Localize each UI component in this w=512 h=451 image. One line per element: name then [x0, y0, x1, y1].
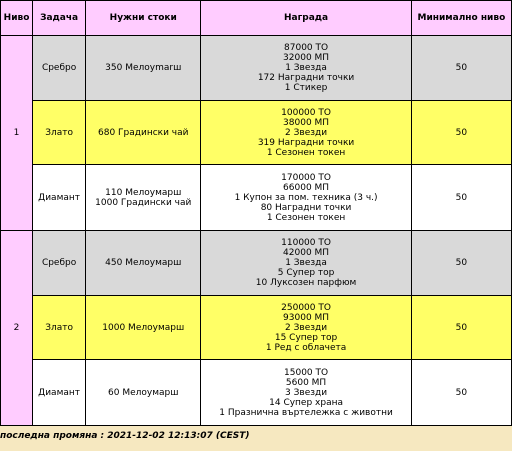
- reward-line: 1 Купон за пом. техника (3 ч.): [234, 192, 378, 203]
- level-cell: 1: [1, 36, 32, 230]
- reward-line: 110000 ТО: [281, 238, 331, 248]
- reward-cell: [201, 165, 410, 230]
- task-row: [1, 101, 511, 164]
- reward-line: 1 Сезонен токен: [266, 147, 346, 158]
- min-level-cell: 50: [412, 360, 511, 425]
- required-goods-line: 60 Мелоумарш: [108, 387, 179, 398]
- required-goods-cell: [86, 165, 200, 230]
- required-goods-cell: [86, 101, 200, 164]
- reward-line: 38000 МП: [283, 117, 330, 128]
- reward-line: 1 Празнична въртележка с животни: [219, 407, 393, 418]
- required-goods-line: 350 Мелоуmarш: [105, 63, 182, 73]
- reward-line: 3 Звезди: [285, 387, 328, 398]
- reward-line: 319 Наградни точки: [257, 137, 355, 148]
- reward-cell: [201, 231, 410, 295]
- task-row: [1, 360, 511, 425]
- required-goods-line: 680 Градински чай: [98, 127, 189, 138]
- task-row: [1, 231, 511, 295]
- header-reward: Награда: [201, 1, 410, 35]
- reward-line: 15000 ТО: [284, 367, 329, 378]
- required-goods-cell: [86, 36, 200, 100]
- required-goods-cell: [86, 360, 200, 425]
- task-name-cell: Диамант: [33, 165, 85, 230]
- reward-line: 2 Звезди: [285, 322, 328, 333]
- header-goods: Нужни стоки: [86, 1, 200, 35]
- reward-line: 80 Наградни точки: [260, 202, 352, 213]
- task-name-cell: Злато: [33, 101, 85, 164]
- header-task: Задача: [33, 1, 85, 35]
- task-row: [1, 296, 511, 359]
- reward-line: 170000 ТО: [281, 172, 331, 183]
- min-level-cell: 50: [412, 165, 511, 230]
- reward-line: 250000 ТО: [281, 302, 331, 313]
- reward-line: 66000 МП: [283, 182, 330, 193]
- reward-line: 172 Наградни точки: [257, 73, 355, 83]
- required-goods-line: 1000 Мелоумарш: [102, 322, 185, 333]
- task-name-cell: Сребро: [33, 231, 85, 295]
- reward-line: 100000 ТО: [281, 107, 331, 118]
- required-goods-line: 450 Мелоумарш: [105, 258, 182, 268]
- reward-line: 1 Стикер: [284, 83, 328, 93]
- reward-line: 1 Звезда: [285, 63, 327, 73]
- reward-line: 42000 МП: [283, 248, 330, 258]
- task-row: [1, 36, 511, 100]
- reward-line: 5600 МП: [285, 377, 327, 388]
- min-level-cell: 50: [412, 36, 511, 100]
- min-level-cell: 50: [412, 231, 511, 295]
- reward-line: 32000 МП: [283, 53, 330, 63]
- reward-line: 10 Луксозен парфюм: [255, 278, 357, 288]
- reward-line: 5 Супер тор: [277, 268, 335, 278]
- task-name-cell: Диамант: [33, 360, 85, 425]
- reward-line: 1 Сезонен токен: [266, 212, 346, 223]
- reward-line: 1 Звезда: [285, 258, 327, 268]
- reward-line: 14 Супер храна: [269, 397, 343, 408]
- reward-cell: [201, 360, 410, 425]
- reward-line: 1 Ред с облачета: [265, 342, 347, 353]
- task-name-cell: Злато: [33, 296, 85, 359]
- min-level-cell: 50: [412, 296, 511, 359]
- reward-cell: [201, 296, 410, 359]
- required-goods-cell: [86, 296, 200, 359]
- reward-line: 15 Супер тор: [274, 332, 338, 343]
- required-goods-line: 110 Мелоумарш: [105, 187, 182, 198]
- min-level-cell: 50: [412, 101, 511, 164]
- reward-cell: [201, 36, 410, 100]
- reward-cell: [201, 101, 410, 164]
- last-modified-note: последна промяна : 2021-12-02 12:13:07 (CEST): [0, 431, 250, 441]
- task-name-cell: Сребро: [33, 36, 85, 100]
- required-goods-line: 1000 Градински чай: [95, 197, 192, 208]
- header-level: Ниво: [1, 1, 32, 35]
- required-goods-cell: [86, 231, 200, 295]
- header-min-level: Минимално ниво: [412, 1, 511, 35]
- quest-table-body: [1, 36, 511, 425]
- task-row: [1, 165, 511, 230]
- reward-line: 93000 МП: [283, 312, 330, 323]
- reward-line: 87000 ТО: [284, 43, 329, 53]
- level-cell: 2: [1, 231, 32, 425]
- reward-line: 2 Звезди: [285, 127, 328, 138]
- header-row: [1, 1, 511, 35]
